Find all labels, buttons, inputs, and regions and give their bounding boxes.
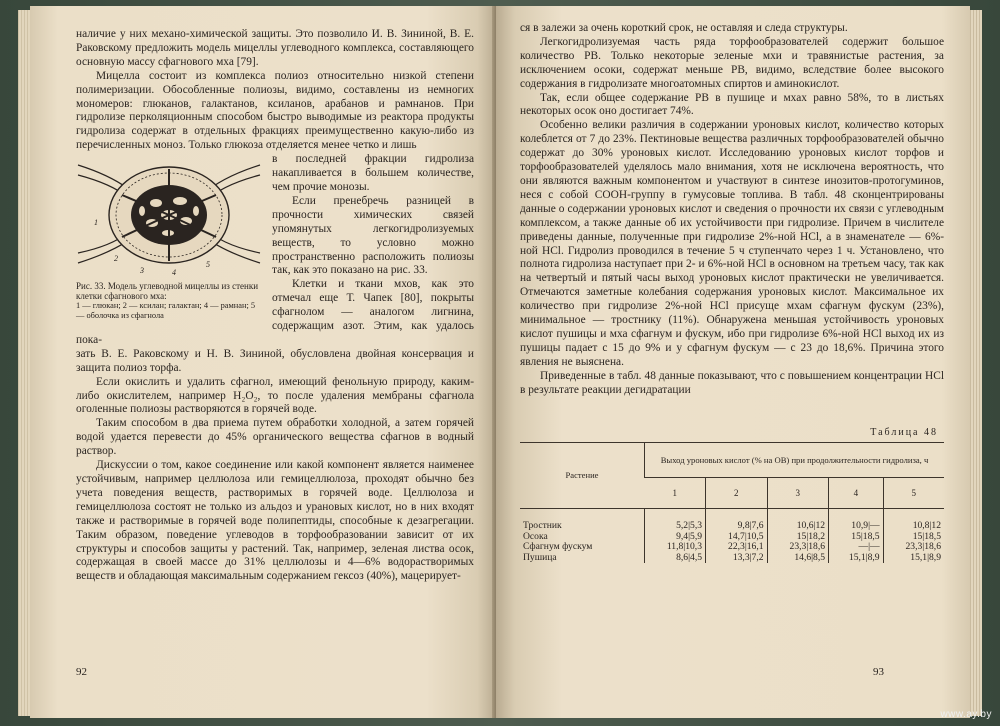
paragraph: Клетки и ткани мхов, как это отмечал еще Т. Чапек [80], покрыты сфагнолом — аналогом лигнина, содержащим азот. Этим, как удалось пока- <box>76 278 474 346</box>
paragraph: наличие у них механо-химической защиты. Это позволило И. В. Зининой, В. Е. Раковскому предложить модель мицеллы углеводного комплекса, составляющего основную массу сфагнового мха [79]. <box>76 28 474 68</box>
table-cell: —|— <box>858 541 880 553</box>
page-number-right: 93 <box>873 666 884 678</box>
paragraph: ся в залежи за очень короткий срок, не оставляя и следа структуры. <box>520 22 848 34</box>
paragraph: Если окислить и удалить сфагнол, имеющий фенольную природу, каким-либо окислителем, например H₂O₂, то после удаления мембраны сфагнола оголенные полиозы растворяются в горячей воде. <box>76 375 474 416</box>
plant-name: Сфагнум фускум <box>523 541 593 553</box>
caption-legend: 1 — глюкан; 2 — ксилан; галактан; 4 — рамнан; 5 — оболочка из сфагнола <box>76 301 256 321</box>
paragraph: Так, если общее содержание РВ в пушице и мхах равно 58%, то в листьях некоторых осок оно достигает 74%. <box>520 91 944 118</box>
page-number-left: 92 <box>76 666 87 678</box>
paragraph: Легкогидролизуемая часть ряда торфообразователей содержит большое количество РВ. Только некоторые зеленые мхи и травянистые растения, за исключением осоки, содержат меньше РВ, видимо, вследствие более высокого содержания в гидролизате многоатомных спиртов и аминокислот. <box>520 35 944 90</box>
figure-label: 1 <box>94 218 98 228</box>
table-header-hour: 5 <box>883 478 944 509</box>
table-cell: 9,4|5,9 <box>676 530 703 542</box>
table-cell: 23,3|18,6 <box>789 541 826 553</box>
figure-label: 2 <box>114 254 118 264</box>
table-col-hour-1 <box>645 509 706 564</box>
table-cell: 22,3|16,1 <box>728 541 764 553</box>
table-cell-plants <box>520 509 645 564</box>
table-cell: 15|18,2 <box>796 530 826 542</box>
right-page-text <box>520 22 944 397</box>
table-header-hour: 4 <box>829 478 884 509</box>
table-cell: 10,9|— <box>851 520 880 532</box>
table-cell: 8,6|4,5 <box>676 551 703 563</box>
table-cell: 10,8|12 <box>912 520 941 532</box>
figure-label: 5 <box>206 260 210 270</box>
table-header-hour: 2 <box>706 478 768 509</box>
paragraph: Дискуссии о том, какое соединение или какой компонент является наименее устойчивым, например целлюлоза или гемицеллюлоза, проходят обычно без учета поведения веществ, растворимых в горячей воде. Целлюлоза и гемицеллюлоза состоят не только из альдоз и урановых кислот, но в них входят также и растворимые в горячей воде полипептиды, способные к дезагрегации. Таким образом, поведение углеводов в торфообразовании зависит от их структуры и способов защиты у растений. Так, например, зеленая листва осок, содержащая в своей массе до 31% целлюлозы и 4—6% водорастворимых веществ и обладающая максимальным содержанием гексоз (40%), мацерирует- <box>76 459 474 583</box>
table-cell: 11,8|10,3 <box>666 541 703 553</box>
paragraph: Если пренебречь разницей в прочности химических связей упомянутых легкогидролизуемых веществ, то условно можно пространственно расположить полиозы так, как это показано на рис. 33. <box>272 194 474 277</box>
table-label: Таблица 48 <box>870 427 938 439</box>
table-cell: 15,1|8,9 <box>910 551 941 563</box>
table-cell: 13,3|7,2 <box>732 551 764 563</box>
table-cell: 14,7|10,5 <box>728 530 764 542</box>
table-header-plant: Растение <box>520 443 645 509</box>
table-cell: 9,8|7,6 <box>737 520 764 532</box>
table-col-hour-3 <box>767 509 829 564</box>
right-page <box>496 6 970 718</box>
paragraph: Мицелла состоит из комплекса полиоз относительно низкой степени полимеризации. Обособленные полиозы, видимо, составлены из немногих мономеров: глюканов, галактанов, ксиланов, арабанов и рамнанов. При гидролизе перколяционным способом быстро выводимые из реактора продукты гидролиза содержат в отдельных фракциях преимущественно какую-либо из перечисленных моноз. Только глюкоза отделяется менее четко и лишь <box>76 69 474 152</box>
table-cell: 14,6|8,5 <box>794 551 826 563</box>
table-cell: 5,2|5,3 <box>676 520 703 532</box>
paragraph: в последней фракции гидролиза накапливается в большем количестве, чем прочие монозы. <box>272 153 474 193</box>
caption-title: Рис. 33. Модель углеводной мицеллы из стенки клетки сфагнового мха: <box>76 281 259 302</box>
watermark: www.ay.by <box>940 709 992 720</box>
table-header-hour: 1 <box>645 478 706 509</box>
table-row <box>520 509 944 564</box>
plant-name: Пушица <box>523 551 557 563</box>
table-cell: 15|18,5 <box>851 530 880 542</box>
table-48 <box>520 442 944 563</box>
table-header-hour: 3 <box>767 478 829 509</box>
table-header-group: Выход уроновых кислот (% на ОВ) при продолжительности гидролиза, ч <box>645 443 945 478</box>
figure-33 <box>76 155 262 321</box>
micelle-diagram <box>76 155 262 277</box>
table-cell: 23,3|18,6 <box>905 541 941 553</box>
left-page <box>30 6 496 718</box>
paragraph: зать В. Е. Раковскому и Н. В. Зининой, обусловлена двойная консервация и защита полиоз торфа. <box>76 347 474 374</box>
table-col-hour-4 <box>829 509 884 564</box>
figure-caption <box>76 281 262 321</box>
plant-name: Тростник <box>523 520 562 532</box>
figure-label: 4 <box>172 268 176 278</box>
table-col-hour-2 <box>706 509 768 564</box>
table-col-hour-5 <box>883 509 944 564</box>
paragraph: Особенно велики различия в содержании уроновых кислот, количество которых колеблется от 7 до 23%. Пектиновые вещества различных торфообразователей обычно содержат до 30% уроновых кислот. Исследованию уроновых кислот торфов и торфообразователей уделялось мало внимания, хотя не исключена вероятность, что они являются важным компонентом и участвуют в синтезе инозитов-протогуминов, неся с собой СООН-группу в гумусовые топлива. В табл. 48 сконцентрированы данные о содержании уроновых кислот и сведения о прочности их связи с углеводным комплексом, а также данные об их устойчивости при гидролизе. Причем в числителе приведены данные, полученные при гидролизе 2%-ной НСl, а в знаменателе — 6%-ной НСl. Гидролиз проводился в течение 5 ч ступенчато через 1 ч. Установлено, что полнота гидролиза наступает при 2- и 6%-ной НСl в основном на третьем часу, так как на четвертый и пятый часы выход уроновых кислот практически не увеличивается. Отмечаются заметные колебания содержания уроновых кислот. Максимальное их количество при гидролизе 2%-ной НСl присуще мхам сфагнум фускум (23%), минимальное — тростнику (11%). Обнаружена меньшая устойчивость уроновых кислот пушицы и мха сфагнум и фускум, ибо при гидролизе 6%-ной НСl выход их из пушицы падает с 15 до 9% и у сфагнум фускум — с 23 до 18,6%. Причина этого явления не выяснена. <box>520 119 944 368</box>
paragraph: Таким способом в два приема путем обработки холодной, а затем горячей водой удается перевести до 45% органического вещества сфагнов в водный раствор. <box>76 417 474 458</box>
table-cell: 15,1|8,9 <box>848 551 880 563</box>
figure-label: 3 <box>140 266 144 276</box>
left-page-text <box>76 28 474 584</box>
table-cell: 10,6|12 <box>796 520 826 532</box>
paragraph: Приведенные в табл. 48 данные показывают, что с повышением концентрации НСl в результате реакции дегидратации <box>520 369 944 396</box>
plant-name: Осока <box>523 530 548 542</box>
table-cell: 15|18,5 <box>912 530 941 542</box>
page-edges-right <box>968 10 982 716</box>
